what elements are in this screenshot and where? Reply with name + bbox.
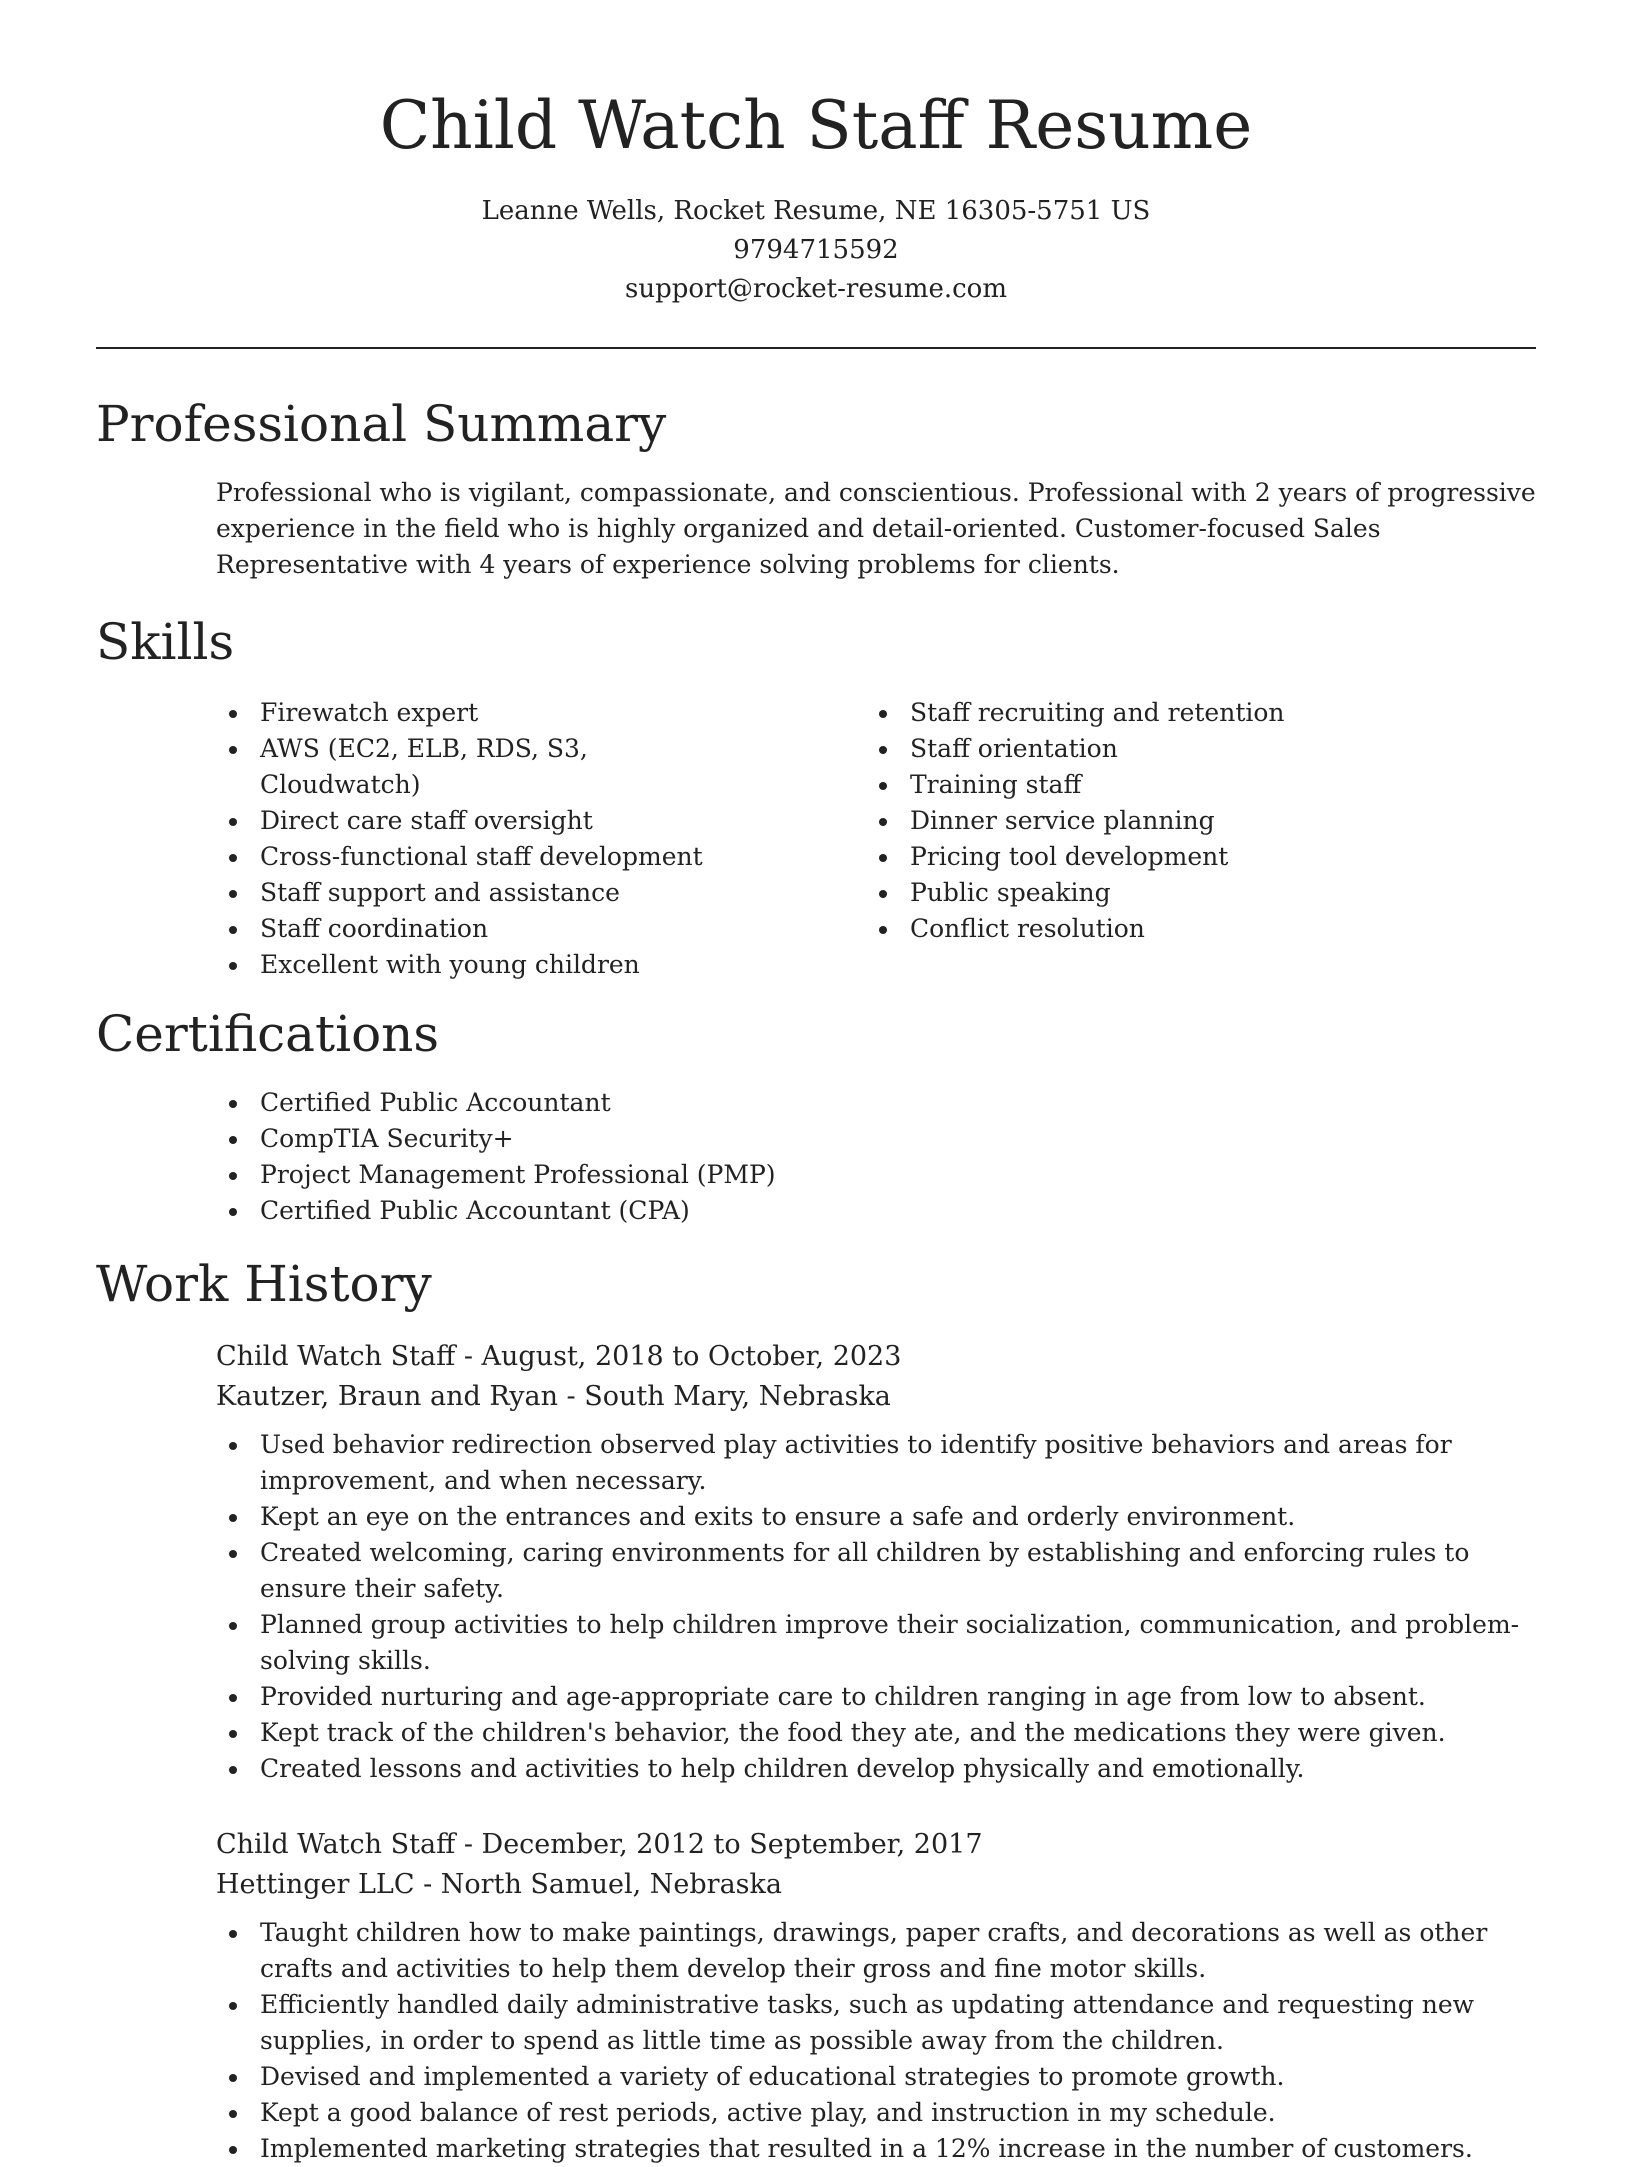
job-bullet: Kept track of the children's behavior, the food they ate, and the medications they were given. — [96, 1715, 1536, 1751]
job-title-line: Child Watch Staff - December, 2012 to September, 2017 — [216, 1829, 983, 1860]
job-company-line: Hettinger LLC - North Samuel, Nebraska — [216, 1869, 782, 1900]
skills-heading: Skills — [96, 613, 235, 671]
resume-title: Child Watch Staff Resume — [379, 87, 1253, 164]
certification-item: Certified Public Accountant (CPA) — [96, 1193, 1536, 1229]
contact-email: support@rocket-resume.com — [624, 274, 1007, 304]
skill-item: AWS (EC2, ELB, RDS, S3, Cloudwatch) — [96, 731, 746, 803]
job-bullet: Devised and implemented a variety of educational strategies to promote growth. — [96, 2059, 1536, 2095]
job-bullet: Created welcoming, caring environments for all children by establishing and enforcing rules to ensure their safety. — [96, 1535, 1536, 1607]
job-title-line: Child Watch Staff - August, 2018 to October, 2023 — [216, 1341, 902, 1372]
job-bullets — [96, 1427, 1536, 1787]
skill-item: Conflict resolution — [746, 911, 1536, 947]
certification-item: CompTIA Security+ — [96, 1121, 1536, 1157]
skill-item: Training staff — [746, 767, 1536, 803]
skill-item: Direct care staff oversight — [96, 803, 746, 839]
contact-phone: 9794715592 — [733, 235, 899, 265]
resume-header — [96, 0, 1536, 309]
summary-heading: Professional Summary — [96, 395, 667, 453]
skill-item: Pricing tool development — [746, 839, 1536, 875]
skills-list-left — [96, 695, 746, 983]
certification-item: Project Management Professional (PMP) — [96, 1157, 1536, 1193]
job-entry — [96, 1337, 1536, 1787]
job-bullet: Created lessons and activities to help children develop physically and emotionally. — [96, 1751, 1536, 1787]
certifications-list — [96, 1085, 1536, 1229]
job-bullets — [96, 1915, 1536, 2167]
job-bullet: Kept an eye on the entrances and exits to ensure a safe and orderly environment. — [96, 1499, 1536, 1535]
skills-grid — [96, 695, 1536, 983]
job-bullet: Implemented marketing strategies that resulted in a 12% increase in the number of customers. — [96, 2131, 1536, 2167]
skill-item: Excellent with young children — [96, 947, 746, 983]
job-bullet: Kept a good balance of rest periods, active play, and instruction in my schedule. — [96, 2095, 1536, 2131]
skill-item: Staff support and assistance — [96, 875, 746, 911]
header-divider — [96, 347, 1536, 349]
job-entry — [96, 1825, 1536, 2167]
certification-item: Certified Public Accountant — [96, 1085, 1536, 1121]
skill-item: Staff recruiting and retention — [746, 695, 1536, 731]
contact-address: Leanne Wells, Rocket Resume, NE 16305-5751 US — [481, 196, 1151, 226]
skill-item: Public speaking — [746, 875, 1536, 911]
job-company-line: Kautzer, Braun and Ryan - South Mary, Nebraska — [216, 1381, 891, 1412]
job-bullet: Provided nurturing and age-appropriate care to children ranging in age from low to absent. — [96, 1679, 1536, 1715]
skill-item: Cross-functional staff development — [96, 839, 746, 875]
skills-list-right — [746, 695, 1536, 983]
resume-page — [96, 0, 1536, 2167]
summary-text: Professional who is vigilant, compassionate, and conscientious. Professional with 2 years of progressive experience in the field who is highly organized and detail-oriented. Customer-focused Sales Representative with 4 years of experience solving problems for clients. — [216, 478, 1536, 579]
skill-item: Firewatch expert — [96, 695, 746, 731]
certifications-heading: Certifications — [96, 1005, 440, 1063]
job-bullet: Efficiently handled daily administrative tasks, such as updating attendance and requesting new supplies, in order to spend as little time as possible away from the children. — [96, 1987, 1536, 2059]
work-history-heading: Work History — [96, 1255, 432, 1313]
job-bullet: Taught children how to make paintings, drawings, paper crafts, and decorations as well as other crafts and activities to help them develop their gross and fine motor skills. — [96, 1915, 1536, 1987]
job-bullet: Planned group activities to help children improve their socialization, communication, and problem-solving skills. — [96, 1607, 1536, 1679]
contact-block — [96, 192, 1536, 309]
skill-item: Staff coordination — [96, 911, 746, 947]
job-bullet: Used behavior redirection observed play activities to identify positive behaviors and areas for improvement, and when necessary. — [96, 1427, 1536, 1499]
skill-item: Staff orientation — [746, 731, 1536, 767]
skill-item: Dinner service planning — [746, 803, 1536, 839]
